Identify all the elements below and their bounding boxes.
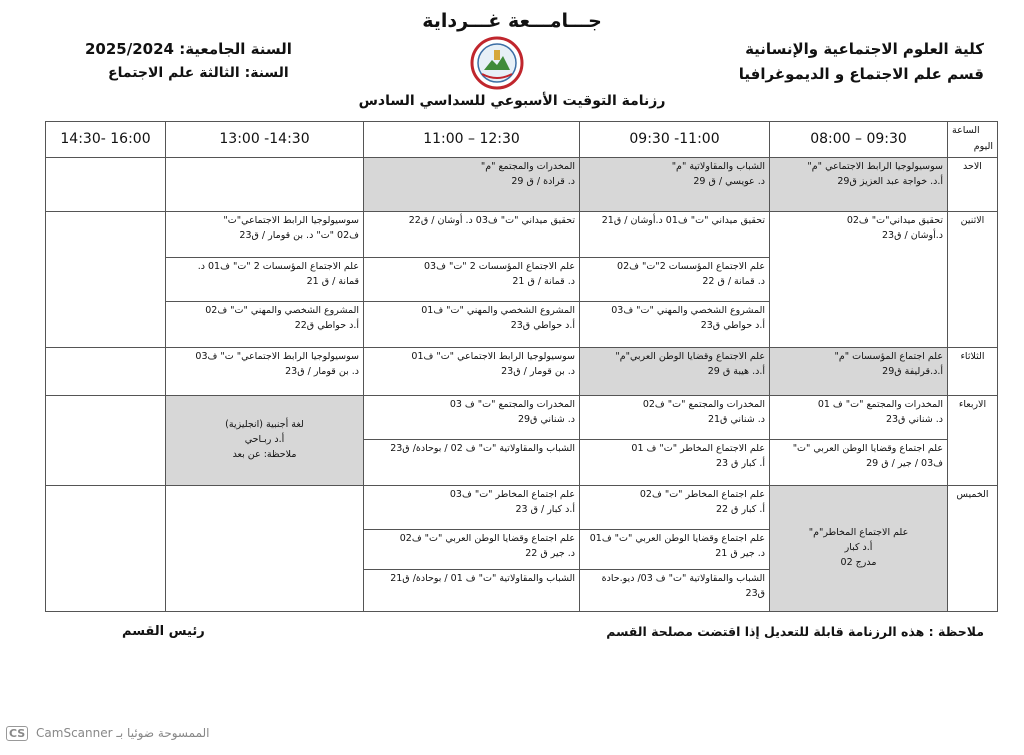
session-mon-3a <box>364 212 580 258</box>
session-mon-2b <box>580 258 770 302</box>
schedule-title: رزنامة التوقيت الأسبوعي للسداسي السادس <box>358 93 666 109</box>
session-mon-5 <box>46 212 166 348</box>
course: علم الاجتماع المؤسسات 2 "ت" ف01 د. <box>197 261 359 272</box>
course: الشباب والمقاولاتية "ت" ف 03/ ديو.حادة ق23 <box>601 573 765 599</box>
corner-day-label: اليوم <box>973 141 993 153</box>
camscanner-brand: CamScanner <box>36 726 113 740</box>
session-tue-5 <box>46 348 166 396</box>
session-mon-1 <box>770 212 948 348</box>
session-wed-3a <box>364 396 580 440</box>
teacher-room: د.أوشان / ق23 <box>881 229 943 241</box>
day-wednesday: الاربعاء <box>948 396 998 486</box>
course: علم الاجتماع المخاطر"م" <box>808 527 909 539</box>
teacher-room: د. شناني ق21 <box>707 413 765 425</box>
timetable <box>45 121 998 612</box>
session-thu-3b <box>364 530 580 570</box>
time-slot-2: 11:00- 09:30 <box>580 122 770 158</box>
session-thu-2b <box>580 530 770 570</box>
session-mon-2c <box>580 302 770 348</box>
course: علم الاجتماع وقضايا الوطن العربي"م" <box>615 351 765 362</box>
course: سوسيولوجيا الرابط الاجتماعي "م" <box>807 161 943 172</box>
teacher-room: د. شناني ق23 <box>885 413 943 425</box>
teacher-room: ف03 / جير / ق 29 <box>866 457 943 469</box>
session-wed-1b <box>770 440 948 486</box>
row-wednesday-a <box>46 396 998 440</box>
course: سوسيولوجيا الرابط الاجتماعي "ت" ف01 <box>411 351 575 362</box>
course: المشروع الشخصي والمهني "ت" ف02 <box>205 305 359 316</box>
course: المخدرات والمجتمع "م" <box>480 161 575 172</box>
time-slot-3: 12:30 – 11:00 <box>364 122 580 158</box>
teacher-room: أ.د. هيبة ق 29 <box>707 365 765 377</box>
teacher-room: د. شناني ق29 <box>517 413 575 425</box>
academic-year: السنة الجامعية: 2025/2024 <box>85 40 292 58</box>
study-level: السنة: الثالثة علم الاجتماع <box>108 65 289 81</box>
day-monday: الاثنين <box>948 212 998 348</box>
teacher-room: أ.د حواطي ق22 <box>294 319 359 331</box>
header-row <box>46 122 998 158</box>
course: المخدرات والمجتمع "ت" ف 03 <box>449 399 575 410</box>
session-tue-1 <box>770 348 948 396</box>
session-wed-2b <box>580 440 770 486</box>
teacher-room: قمانة / ق 21 <box>306 275 359 287</box>
course: سوسيولوجيا الرابط الاجتماعي"ت" <box>223 215 359 226</box>
teacher-room: ف02 "ت" د. بن قومار / ق23 <box>239 229 359 241</box>
session-tue-4 <box>166 348 364 396</box>
course: علم اجتماع المخاطر "ت" ف02 <box>639 489 765 500</box>
session-sun-5 <box>46 158 166 212</box>
row-thursday-a <box>46 486 998 530</box>
teacher-room: د. قرادة / ق 29 <box>511 175 575 187</box>
course: تحقيق ميداني "ت" ف03 د. أوشان / ق22 <box>408 215 575 226</box>
teacher-room: د. جير ق 22 <box>525 547 575 559</box>
session-mon-4c <box>166 302 364 348</box>
row-sunday <box>46 158 998 212</box>
session-mon-3b <box>364 258 580 302</box>
session-thu-1 <box>770 486 948 612</box>
room: مدرج 02 <box>840 556 877 568</box>
course: علم اجتماع وقضايا الوطن العربي "ت" ف02 <box>399 533 575 544</box>
course: علم الاجتماع المخاطر "ت" ف 01 <box>631 443 765 454</box>
course: المشروع الشخصي والمهني "ت" ف01 <box>421 305 575 316</box>
teacher-room: د. عويسي / ق 29 <box>693 175 765 187</box>
teacher-room: أ.د كبار / ق 23 <box>515 503 575 515</box>
session-thu-2c <box>580 570 770 612</box>
session-wed-1a <box>770 396 948 440</box>
day-sunday: الاحد <box>948 158 998 212</box>
course: علم الاجتماع المؤسسات 2 "ت" ف03 <box>424 261 575 272</box>
session-thu-3a <box>364 486 580 530</box>
corner-cell <box>948 122 998 158</box>
teacher-room: أ. كبار ق 22 <box>715 503 765 515</box>
session-mon-3c <box>364 302 580 348</box>
teacher: أ.د كبار <box>844 542 873 554</box>
department-head-label: رئيس القسم <box>122 624 205 639</box>
session-thu-3c <box>364 570 580 612</box>
session-mon-4a <box>166 212 364 258</box>
teacher-room: أ.د حواطي ق23 <box>700 319 765 331</box>
university-logo <box>470 36 524 90</box>
course: الشباب والمقاولاتية "ت" ف 01 / بوحادة/ ق21 <box>390 573 575 584</box>
session-sun-2 <box>580 158 770 212</box>
camscanner-logo-icon: CS <box>6 726 28 741</box>
time-slot-1: 09:30 – 08:00 <box>770 122 948 158</box>
corner-time-label: الساعة <box>952 125 980 136</box>
teacher-room: أ.د حواطي ق23 <box>510 319 575 331</box>
session-wed-2a <box>580 396 770 440</box>
session-sun-3 <box>364 158 580 212</box>
teacher-room: د. قمانة / ق 21 <box>512 275 575 287</box>
teacher-room: أ.د. خواجة عبد العزيز ق29 <box>837 175 943 187</box>
course: الشباب والمقاولاتية "ت" ف 02 / بوحادة/ ق23 <box>390 443 575 454</box>
session-tue-3 <box>364 348 580 396</box>
faculty-name: كلية العلوم الاجتماعية والإنسانية <box>745 40 984 58</box>
camscanner-text: الممسوحة ضوئيا بـ <box>116 726 210 740</box>
course: علم اجتماع وقضايا الوطن العربي "ت" <box>792 443 943 454</box>
course: تحقيق ميداني"ت" ف02 <box>846 215 943 226</box>
camscanner-watermark <box>6 726 210 741</box>
session-mon-4b <box>166 258 364 302</box>
row-monday-a <box>46 212 998 258</box>
session-mon-2a <box>580 212 770 258</box>
session-thu-2a <box>580 486 770 530</box>
session-wed-3b <box>364 440 580 486</box>
session-wed-4 <box>166 396 364 486</box>
course: الشباب والمقاولاتية "م" <box>671 161 765 172</box>
teacher-room: د. بن قومار / ق23 <box>285 365 359 377</box>
course: سوسيولوجيا الرابط الاجتماعي" ت" ف03 <box>195 351 359 362</box>
session-sun-1 <box>770 158 948 212</box>
course: علم الاجتماع المؤسسات 2"ت" ف02 <box>617 261 765 272</box>
course: تحقيق ميداني "ت" ف01 د.أوشان / ق21 <box>601 215 765 226</box>
teacher-room: د. بن قومار / ق23 <box>501 365 575 377</box>
course: علم اجتماع المؤسسات "م" <box>834 351 943 362</box>
session-wed-5 <box>46 396 166 486</box>
course: المخدرات والمجتمع "ت" ف 01 <box>817 399 943 410</box>
remark: ملاحظة: عن بعد <box>232 448 297 460</box>
day-tuesday: الثلاثاء <box>948 348 998 396</box>
day-thursday: الخميس <box>948 486 998 612</box>
time-slot-5: 16:00 -14:30 <box>46 122 166 158</box>
course: علم اجتماع المخاطر "ت" ف03 <box>449 489 575 500</box>
session-thu-4 <box>166 486 364 612</box>
course: المخدرات والمجتمع "ت" ف02 <box>642 399 765 410</box>
teacher-room: أ.د.قرليفة ق29 <box>882 365 943 377</box>
teacher: أ.د ربـاحي <box>244 434 285 446</box>
session-thu-5 <box>46 486 166 612</box>
teacher-room: د. قمانة / ق 22 <box>702 275 765 287</box>
course: المشروع الشخصي والمهني "ت" ف03 <box>611 305 765 316</box>
modification-note: ملاحظة : هذه الرزنامة قابلة للتعديل إذا اقتضت مصلحة القسم <box>606 624 984 639</box>
session-tue-2 <box>580 348 770 396</box>
row-tuesday <box>46 348 998 396</box>
university-name: جـــامـــعة غـــرداية <box>422 10 602 32</box>
course: لغة أجنبية (انجليزية) <box>225 419 304 431</box>
department-name: قسم علم الاجتماع و الديموغرافيا <box>738 65 984 83</box>
teacher-room: د. جير ق 21 <box>715 547 765 559</box>
session-sun-4 <box>166 158 364 212</box>
time-slot-4: 14:30- 13:00 <box>166 122 364 158</box>
teacher-room: أ. كبار ق 23 <box>715 457 765 469</box>
course: علم اجتماع وقضايا الوطن العربي "ت" ف01 <box>589 533 765 544</box>
